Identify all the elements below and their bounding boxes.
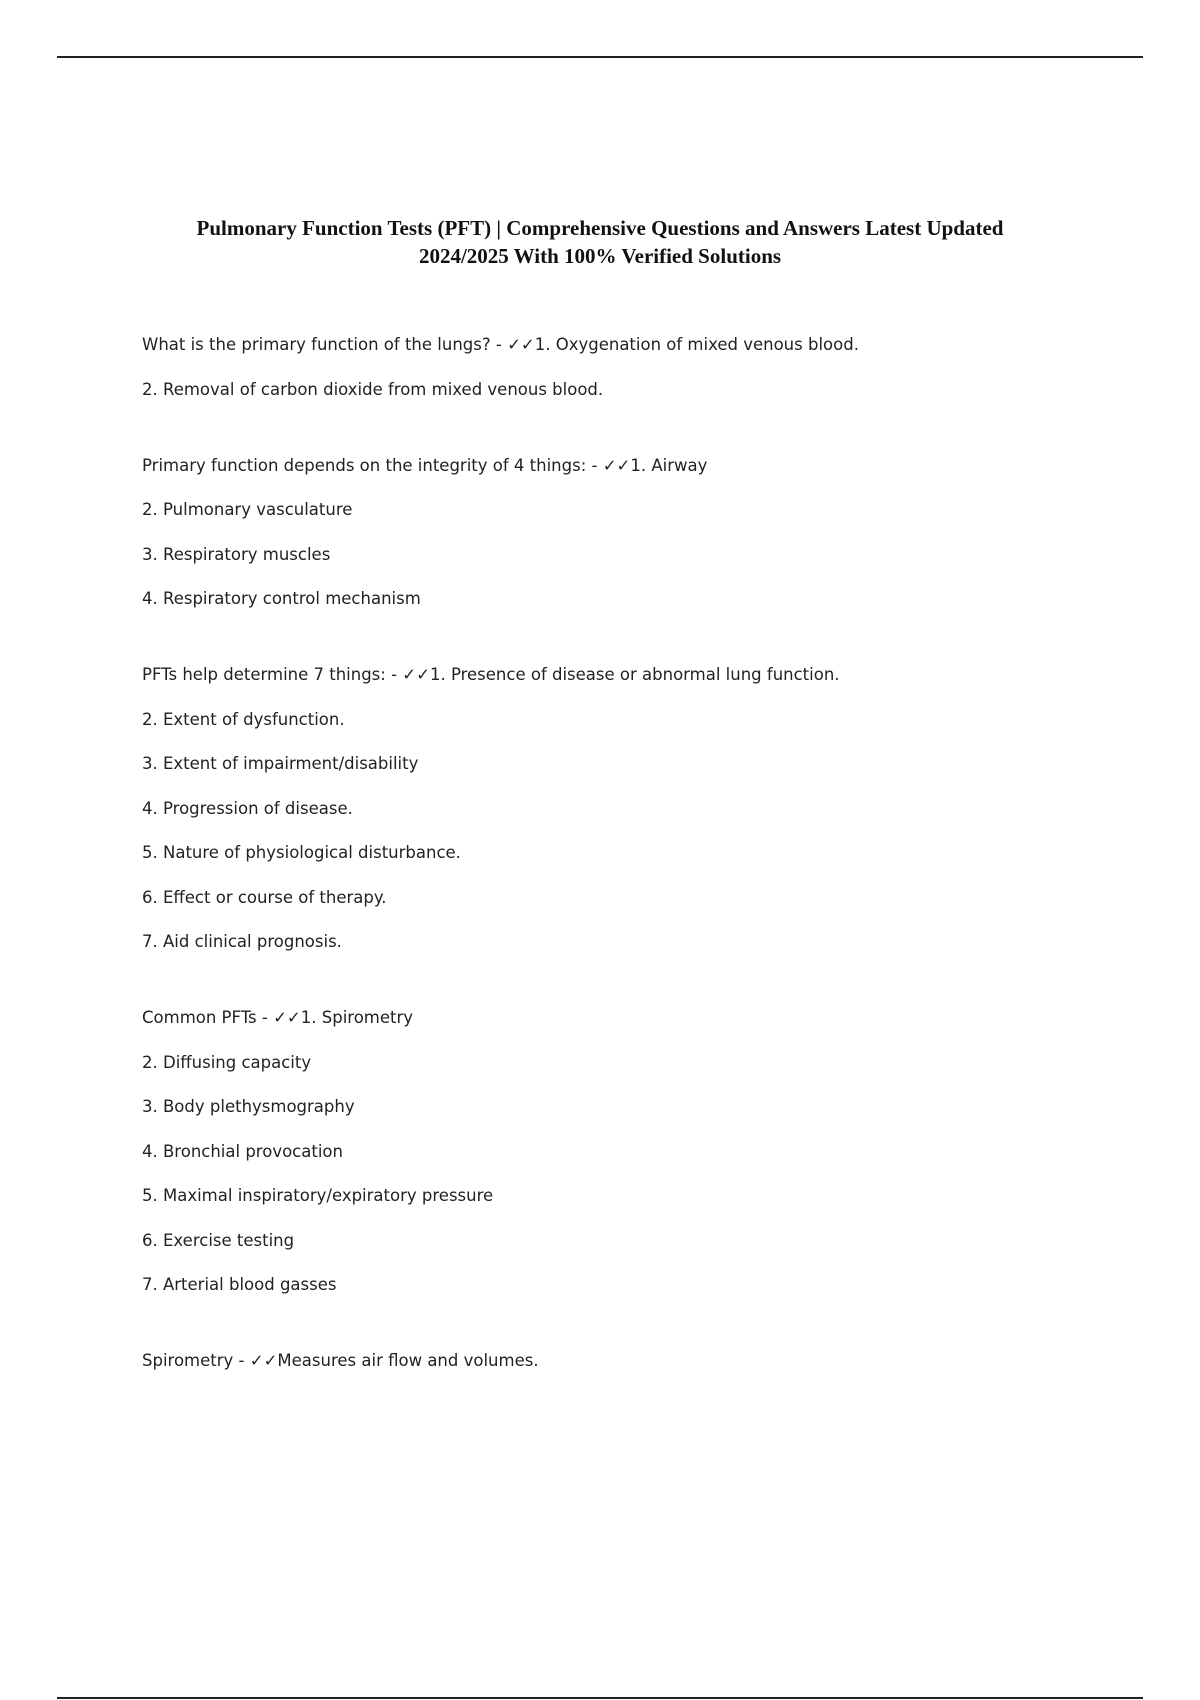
question-text: PFTs help determine 7 things:: [142, 665, 386, 684]
top-divider: [57, 56, 1143, 58]
question-line: [142, 1003, 1122, 1048]
answer-line: 6. Exercise testing: [142, 1230, 295, 1250]
question-line: [142, 1346, 1122, 1376]
answer-line: 3. Extent of impairment/disability: [142, 754, 419, 773]
answer-text: 1. Airway: [630, 455, 708, 475]
answer-line: 3. Body plethysmography: [142, 1097, 355, 1116]
check-marks-icon: - ✓✓: [256, 1008, 301, 1027]
qa-block-pft-determine: [142, 660, 1122, 957]
question-text: Common PFTs: [142, 1008, 257, 1027]
answer-line: 2. Extent of dysfunction.: [142, 709, 345, 729]
answer-text: 1. Presence of disease or abnormal lung function.: [429, 665, 840, 684]
question-line: [142, 451, 1122, 496]
question-text: Primary function depends on the integrity of 4 things:: [142, 455, 587, 475]
answer-line: 4. Respiratory control mechanism: [142, 589, 421, 608]
answer-text: 1. Oxygenation of mixed venous blood.: [534, 335, 859, 354]
title-line-2: 2024/2025 With 100% Verified Solutions: [418, 244, 782, 268]
answer-line: 3. Respiratory muscles: [142, 544, 331, 564]
qa-block-spirometry: [142, 1346, 1122, 1376]
answer-line: 7. Arterial blood gasses: [142, 1275, 337, 1294]
question-line: [142, 660, 1122, 705]
answer-line: 7. Aid clinical prognosis.: [142, 932, 342, 951]
qa-block-integrity: [142, 451, 1122, 615]
answer-line: 5. Maximal inspiratory/expiratory pressure: [142, 1186, 494, 1205]
qa-content: [142, 330, 1122, 1422]
answer-line: 4. Progression of disease.: [142, 798, 353, 818]
answer-line: 6. Effect or course of therapy.: [142, 887, 387, 907]
answer-line: 2. Pulmonary vasculature: [142, 500, 353, 519]
question-text: What is the primary function of the lungs?: [142, 335, 491, 354]
answer-line: 2. Removal of carbon dioxide from mixed venous blood.: [142, 379, 604, 399]
check-marks-icon: - ✓✓: [490, 335, 535, 354]
qa-block-common-pfts: [142, 1003, 1122, 1300]
answer-line: 4. Bronchial provocation: [142, 1141, 343, 1161]
check-marks-icon: - ✓✓: [586, 455, 631, 475]
answer-text: 1. Spirometry: [300, 1008, 414, 1027]
question-line: [142, 330, 1122, 375]
answer-text: Measures air flow and volumes.: [277, 1351, 539, 1370]
document-title: [130, 214, 1070, 270]
title-line-1: Pulmonary Function Tests (PFT) | Comprehensive Questions and Answers Latest Updated: [196, 216, 1004, 240]
qa-block-lung-function: [142, 330, 1122, 405]
answer-line: 5. Nature of physiological disturbance.: [142, 843, 461, 862]
bottom-divider: [57, 1697, 1143, 1699]
answer-line: 2. Diffusing capacity: [142, 1052, 312, 1072]
check-marks-icon: - ✓✓: [385, 665, 430, 684]
question-text: Spirometry: [142, 1351, 234, 1370]
check-marks-icon: - ✓✓: [233, 1351, 278, 1370]
